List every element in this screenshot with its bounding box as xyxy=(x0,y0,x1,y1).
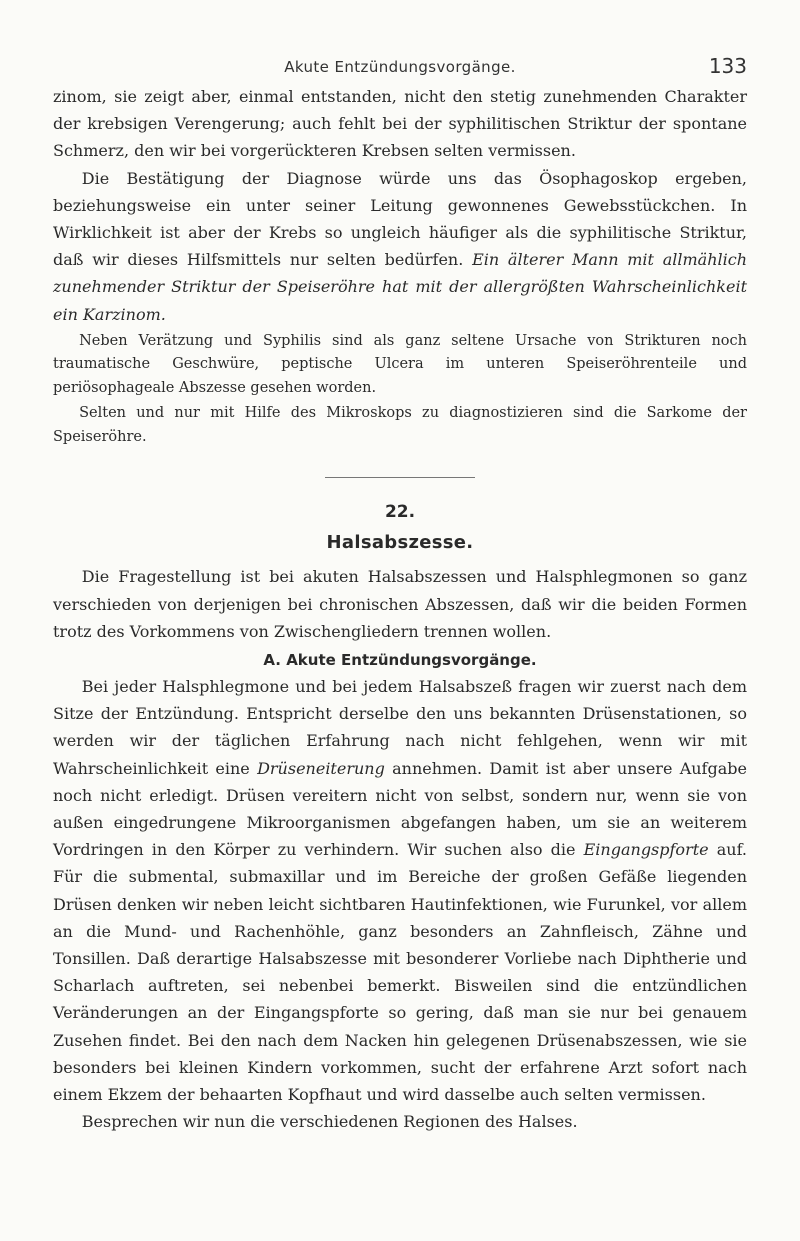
paragraph-acute xyxy=(53,673,747,1108)
paragraph-text: Besprechen wir nun die verschiedenen Regionen des Halses. xyxy=(81,1112,578,1132)
paragraph-regions xyxy=(53,1108,747,1135)
paragraph-text: Die Fragestellung ist bei akuten Halsabszessen und Halsphlegmonen so ganz verschieden von derjenigen bei chronischen Abszessen, daß wir die beiden Formen trotz des Vorkommens von Zwischengliedern trennen wollen. xyxy=(53,567,747,641)
emphasis-term: Drüseneiterung xyxy=(257,758,385,778)
emphasis-conclusion: Ein älterer Mann mit allmählich zunehmender Striktur der Speiseröhre hat mit der allergrößten Wahrscheinlichkeit ein Karzinom. xyxy=(53,250,747,324)
paragraph-text: annehmen. Damit ist aber unsere Aufgabe noch nicht erledigt. Drüsen vereitern nicht von selbst, sondern nur, wenn sie von außen eingedrungene Mikroorganismen abgefangen haben, um sie an weiterem Vordringen in den Körper zu verhindern. Wir suchen also die xyxy=(53,758,747,860)
page-number: 133 xyxy=(708,54,747,78)
subsection-title: A. Akute Entzündungsvorgänge. xyxy=(263,650,537,669)
paragraph-text: auf. Für die submental, submaxillar und im Bereiche der großen Gefäße liegenden Drüsen denken wir neben leicht sichtbaren Hautinfektionen, wie Furunkel, vor allem an die Mund- und Rachenhöhle, ganz besonders an Zahnfleisch, Zähne und Tonsillen. Daß derartige Halsabszesse mit besonderer Vorliebe nach Diphtherie und Scharlach auftreten, sei nebenbei bemerkt. Bisweilen sind die entzündlichen Veränderungen an der Eingangspforte so gering, daß man sie nur bei genauem Zusehen findet. Bei den nach dem Nacken hin gelegenen Drüsenabszessen, wie sie besonders bei kleinen Kindern vorkommen, sucht der erfahrene Arzt sofort nach einem Ekzem der behaarten Kopfhaut und wird dasselbe auch selten vermissen. xyxy=(53,840,748,1104)
section-number: 22. xyxy=(384,502,416,523)
emphasis-term: Eingangspforte xyxy=(583,840,709,860)
paragraph-section-intro xyxy=(53,563,747,645)
section-title: Halsabszesse. xyxy=(326,532,474,554)
page-body xyxy=(53,83,747,1135)
paragraph-diagnosis xyxy=(53,165,747,328)
paragraph-text: zinom, sie zeigt aber, einmal entstanden, nicht den stetig zunehmenden Charakter der krebsigen Verengerung; auch fehlt bei der syphilitischen Striktur der spontane Schmerz, den wir bei vorgerückteren Krebsen selten vermissen. xyxy=(53,87,747,161)
paragraph-text: Selten und nur mit Hilfe des Mikroskops zu diagnostizieren sind die Sarkome der Speiseröhre. xyxy=(53,405,747,445)
paragraph-text: Bei jeder Halsphlegmone und bei jedem Halsabszeß fragen wir zuerst nach dem Sitze der Entzündung. Entspricht derselbe den uns bekannten Drüsenstationen, so werden wir der täglichen Erfahrung nach nicht fehlgehen, wenn wir mit Wahrscheinlichkeit eine xyxy=(53,676,747,778)
running-title: Akute Entzündungsvorgänge. xyxy=(284,58,516,76)
paragraph-text: Neben Verätzung und Syphilis sind als ganz seltene Ursache von Strikturen noch traumatische Geschwüre, peptische Ulcera im unteren Speiseröhrenteile und periösophageale Abszesse gesehen worden. xyxy=(53,332,747,396)
running-header xyxy=(53,48,747,78)
paragraph-other-causes xyxy=(53,330,747,401)
paragraph-sarcoma xyxy=(53,402,747,449)
section-divider xyxy=(325,477,475,478)
paragraph-text: Die Bestätigung der Diagnose würde uns das Ösophagoskop ergeben, beziehungsweise ein unter seiner Leitung gewonnenes Gewebsstückchen. In Wirklichkeit ist aber der Krebs so ungleich häufiger als die syphilitische Striktur, daß wir dieses Hilfsmittels nur selten bedürfen. xyxy=(53,168,747,270)
paragraph-continuation xyxy=(53,83,747,165)
